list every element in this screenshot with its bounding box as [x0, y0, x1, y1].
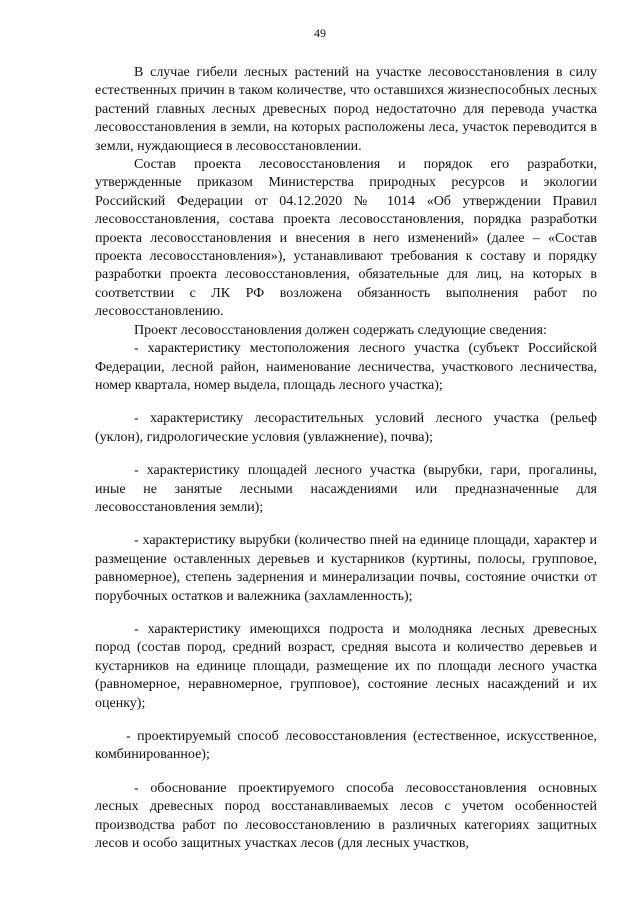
document-body: [95, 64, 597, 853]
list-item-areas: - характеристику площадей лесного участка (вырубки, гари, прогалины, иные не занятые лесными насаждениями или предназначенные для лесовосстановления земли);: [95, 463, 597, 515]
list-item-method: - проектируемый способ лесовосстановления (естественное, искусственное, комбинированное);: [95, 729, 597, 763]
paragraph-project-contents-intro: Проект лесовосстановления должен содержать следующие сведения:: [134, 322, 547, 338]
page-number: 49: [314, 26, 326, 40]
paragraph-forest-death: В случае гибели лесных растений на участке лесовосстановления в силу естественных причин в таком количестве, что оставшихся жизнеспособных лесных растений главных лесных древесных пород недостаточно для перевода участка лесовосстановления в земли, на которых расположены леса, участок переводится в земли, нуждающиеся в лесовосстановлении.: [95, 65, 597, 154]
paragraph-project-composition: Состав проекта лесовосстановления и порядок его разработки, утвержденные приказом Министерства природных ресурсов и экологии Российский Федерации от 04.12.2020 № 1014 «Об утверждении Правил лесовосстановления, состава проекта лесовосстановления, порядка разработки проекта лесовосстановления и внесения в него изменений» (далее – «Состав проекта лесовосстановления»), устанавливают требования к составу и порядку разработки проекта лесовосстановления, обязательные для лиц, на которых в соответствии с ЛК РФ возложена обязанность выполнения работ по лесовосстановлению.: [95, 157, 597, 320]
list-item-undergrowth: - характеристику имеющихся подроста и молодняка лесных древесных пород (состав пород, средний возраст, средняя высота и количество деревьев и кустарников на единице площади, размещение их по площади лесного участка (равномерное, неравномерное, групповое), состояние лесных насаждений и их оценку);: [95, 621, 597, 711]
list-item-method-justification: - обоснование проектируемого способа лесовосстановления основных лесных древесных пород восстанавливаемых лесов с учетом особенностей производства работ по лесовосстановлению в различных категориях защитных лесов и особо защитных участках лесов (для лесных участков,: [95, 780, 597, 852]
list-item-growing-conditions: - характеристику лесорастительных условий лесного участка (рельеф (уклон), гидрологические условия (увлажнение), почва);: [95, 411, 597, 445]
list-item-location: - характеристику местоположения лесного участка (субъект Российской Федерации, лесной район, наименование лесничества, участкового лесничества, номер квартала, номер выдела, площадь лесного участка);: [95, 341, 597, 393]
list-item-clearing: - характеристику вырубки (количество пней на единице площади, характер и размещение оставленных деревьев и кустарников (куртины, полосы, групповое, равномерное), степень задернения и минерализации почвы, состояние очистки от порубочных остатков и валежника (захламленность);: [95, 533, 597, 604]
